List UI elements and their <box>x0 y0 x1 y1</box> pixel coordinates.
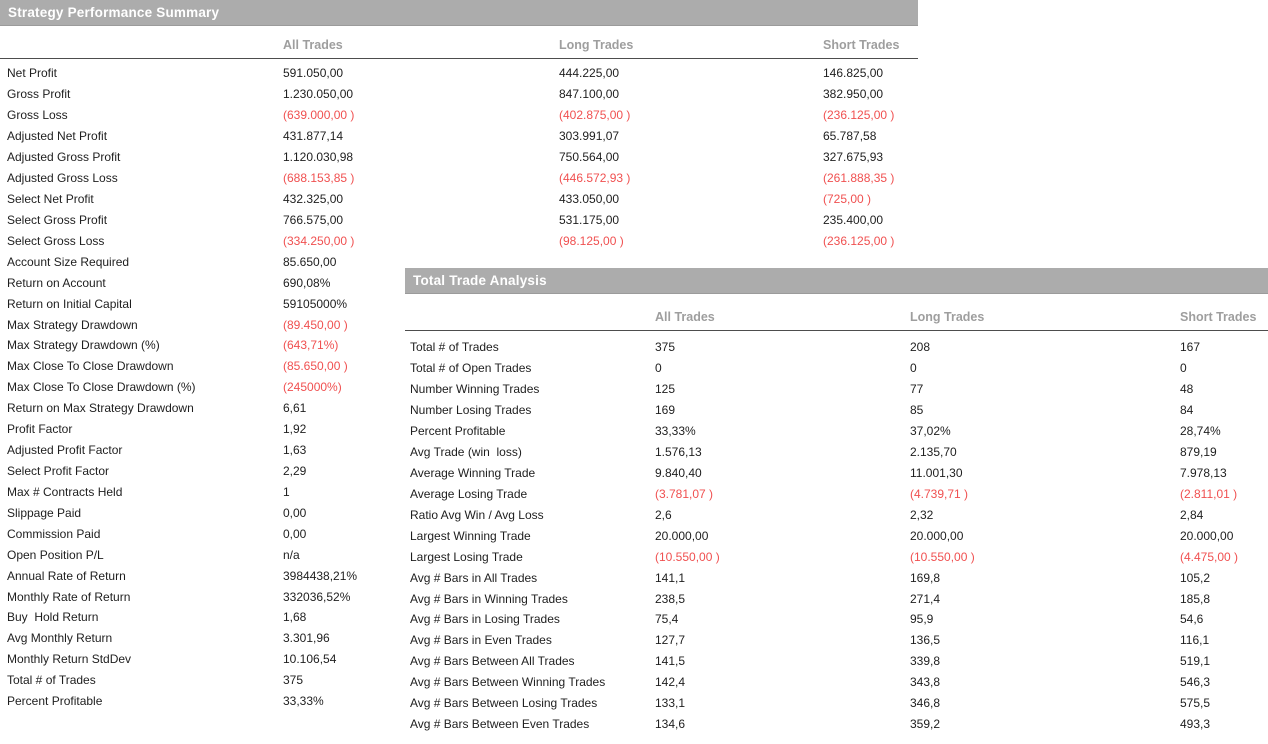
cell-short-trades: 2,84 <box>1180 507 1204 522</box>
cell-short-trades: 7.978,13 <box>1180 465 1227 480</box>
row-label: Profit Factor <box>7 422 73 437</box>
row-label: Select Gross Profit <box>7 212 108 227</box>
cell-long-trades: (446.572,93 ) <box>559 171 631 186</box>
cell-all-trades: 33,33% <box>655 424 696 439</box>
row-label: Return on Account <box>7 275 106 290</box>
table-row <box>405 630 1268 651</box>
cell-short-trades: 0 <box>1180 361 1187 376</box>
table-row <box>405 588 1268 609</box>
cell-short-trades: (2.811,01 ) <box>1180 486 1238 501</box>
row-label: Number Losing Trades <box>410 403 532 418</box>
table-row <box>405 358 1268 379</box>
cell-short-trades: 493,3 <box>1180 717 1211 732</box>
row-label: Adjusted Gross Profit <box>7 150 121 165</box>
row-label: Net Profit <box>7 66 58 81</box>
cell-short-trades: 519,1 <box>1180 654 1211 669</box>
row-label: Select Profit Factor <box>7 463 110 478</box>
cell-short-trades: 84 <box>1180 403 1194 418</box>
row-label: Max Close To Close Drawdown (%) <box>7 380 196 395</box>
cell-long-trades: (402.875,00 ) <box>559 108 631 123</box>
cell-all-trades: 3984438,21% <box>283 568 358 583</box>
table-row <box>405 693 1268 714</box>
cell-all-trades: 142,4 <box>655 675 686 690</box>
cell-all-trades: 9.840,40 <box>655 465 702 480</box>
column-header-all-trades: All Trades <box>283 38 343 52</box>
row-label: Avg # Bars in All Trades <box>410 570 538 585</box>
cell-long-trades: 531.175,00 <box>559 212 620 227</box>
cell-long-trades: 85 <box>910 403 924 418</box>
row-label: Average Winning Trade <box>410 465 536 480</box>
column-header-short-trades: Short Trades <box>1180 310 1257 324</box>
row-label: Gross Loss <box>7 108 68 123</box>
row-label: Avg Monthly Return <box>7 631 113 646</box>
cell-all-trades: 75,4 <box>655 612 679 627</box>
cell-short-trades: 54,6 <box>1180 612 1204 627</box>
section-header-bar <box>0 0 918 26</box>
cell-long-trades: 95,9 <box>910 612 934 627</box>
row-label: Monthly Return StdDev <box>7 652 132 667</box>
cell-short-trades: (236.125,00 ) <box>823 233 895 248</box>
row-label: Select Gross Loss <box>7 233 105 248</box>
cell-all-trades: 59105000% <box>283 296 348 311</box>
row-label: Avg # Bars in Even Trades <box>410 633 552 648</box>
cell-all-trades: 141,1 <box>655 570 686 585</box>
row-label: Adjusted Gross Loss <box>7 171 118 186</box>
table-row <box>0 189 918 210</box>
cell-all-trades: 766.575,00 <box>283 212 344 227</box>
cell-all-trades: 125 <box>655 382 676 397</box>
cell-long-trades: 303.991,07 <box>559 129 620 144</box>
row-label: Slippage Paid <box>7 505 82 520</box>
row-label: Largest Winning Trade <box>410 528 531 543</box>
cell-long-trades: 359,2 <box>910 717 941 732</box>
row-label: Avg # Bars Between Even Trades <box>410 717 590 732</box>
row-label: Avg # Bars Between Winning Trades <box>410 675 606 690</box>
cell-short-trades: 167 <box>1180 340 1201 355</box>
row-label: Total # of Trades <box>7 673 96 688</box>
cell-short-trades: 546,3 <box>1180 675 1211 690</box>
cell-all-trades: 141,5 <box>655 654 686 669</box>
table-row <box>0 230 918 251</box>
row-label: Adjusted Profit Factor <box>7 443 123 458</box>
column-header-row <box>0 26 918 58</box>
cell-short-trades: 65.787,58 <box>823 129 877 144</box>
cell-all-trades: 20.000,00 <box>655 528 709 543</box>
cell-all-trades: 1 <box>283 484 290 499</box>
cell-all-trades: (3.781,07 ) <box>655 486 714 501</box>
row-label: Max Strategy Drawdown (%) <box>7 338 160 353</box>
cell-short-trades: 327.675,93 <box>823 150 884 165</box>
row-label: Return on Max Strategy Drawdown <box>7 401 194 416</box>
row-label: Annual Rate of Return <box>7 568 126 583</box>
cell-short-trades: 382.950,00 <box>823 87 884 102</box>
total-trade-analysis-section <box>405 268 1268 735</box>
row-label: Total # of Trades <box>410 340 499 355</box>
cell-all-trades: 432.325,00 <box>283 191 344 206</box>
cell-short-trades: (725,00 ) <box>823 191 872 206</box>
cell-all-trades: 238,5 <box>655 591 686 606</box>
section-header-bar <box>405 268 1268 294</box>
row-label: Monthly Rate of Return <box>7 589 131 604</box>
table-row <box>405 483 1268 504</box>
cell-long-trades: (10.550,00 ) <box>910 549 975 564</box>
row-label: Avg # Bars Between All Trades <box>410 654 575 669</box>
cell-short-trades: 20.000,00 <box>1180 528 1234 543</box>
table-row <box>0 168 918 189</box>
cell-long-trades: 750.564,00 <box>559 150 620 165</box>
cell-all-trades: 33,33% <box>283 694 324 709</box>
table-row <box>405 609 1268 630</box>
section-title: Total Trade Analysis <box>413 273 547 288</box>
cell-all-trades: (688.153,85 ) <box>283 171 355 186</box>
cell-short-trades: 105,2 <box>1180 570 1211 585</box>
cell-long-trades: 208 <box>910 340 931 355</box>
cell-all-trades: n/a <box>283 547 300 562</box>
table-row <box>0 84 918 105</box>
table-row <box>0 147 918 168</box>
column-header-long-trades: Long Trades <box>559 38 634 52</box>
row-label: Adjusted Net Profit <box>7 129 108 144</box>
cell-short-trades: (261.888,35 ) <box>823 171 895 186</box>
column-header-all-trades: All Trades <box>655 310 715 324</box>
column-header-long-trades: Long Trades <box>910 310 985 324</box>
cell-short-trades: (236.125,00 ) <box>823 108 895 123</box>
cell-all-trades: (89.450,00 ) <box>283 317 348 332</box>
table-row <box>405 651 1268 672</box>
cell-long-trades: 847.100,00 <box>559 87 620 102</box>
table-row <box>405 463 1268 484</box>
cell-short-trades: 879,19 <box>1180 445 1217 460</box>
table-row <box>405 421 1268 442</box>
cell-all-trades: (10.550,00 ) <box>655 549 720 564</box>
cell-all-trades: 591.050,00 <box>283 66 344 81</box>
cell-all-trades: 2,6 <box>655 507 672 522</box>
cell-long-trades: 271,4 <box>910 591 941 606</box>
row-label: Account Size Required <box>7 254 130 269</box>
cell-all-trades: (643,71%) <box>283 338 339 353</box>
cell-long-trades: 77 <box>910 382 924 397</box>
row-label: Open Position P/L <box>7 547 104 562</box>
cell-short-trades: (4.475,00 ) <box>1180 549 1239 564</box>
cell-all-trades: 1,63 <box>283 443 307 458</box>
cell-short-trades: 48 <box>1180 382 1194 397</box>
row-label: Select Net Profit <box>7 191 94 206</box>
cell-long-trades: 444.225,00 <box>559 66 620 81</box>
cell-all-trades: 375 <box>283 673 304 688</box>
cell-all-trades: 1.576,13 <box>655 445 702 460</box>
cell-all-trades: 3.301,96 <box>283 631 330 646</box>
row-label: Commission Paid <box>7 526 101 541</box>
cell-all-trades: 127,7 <box>655 633 686 648</box>
cell-all-trades: 1.120.030,98 <box>283 150 354 165</box>
table-row <box>405 504 1268 525</box>
cell-short-trades: 28,74% <box>1180 424 1221 439</box>
table-row <box>0 105 918 126</box>
cell-all-trades: 0 <box>655 361 662 376</box>
row-label: Return on Initial Capital <box>7 296 132 311</box>
row-label: Number Winning Trades <box>410 382 540 397</box>
row-label: Buy Hold Return <box>7 610 99 625</box>
table-row <box>405 546 1268 567</box>
table-row <box>405 442 1268 463</box>
cell-all-trades: (639.000,00 ) <box>283 108 355 123</box>
row-label: Avg # Bars in Losing Trades <box>410 612 560 627</box>
cell-long-trades: 2.135,70 <box>910 445 957 460</box>
cell-all-trades: 1.230.050,00 <box>283 87 354 102</box>
table-row <box>405 400 1268 421</box>
cell-all-trades: 0,00 <box>283 505 307 520</box>
table-row <box>0 63 918 84</box>
cell-long-trades: 339,8 <box>910 654 941 669</box>
row-label: Total # of Open Trades <box>410 361 532 376</box>
cell-long-trades: 136,5 <box>910 633 941 648</box>
cell-long-trades: 346,8 <box>910 696 941 711</box>
cell-long-trades: 20.000,00 <box>910 528 964 543</box>
cell-short-trades: 116,1 <box>1180 633 1210 648</box>
table-row <box>0 209 918 230</box>
cell-short-trades: 575,5 <box>1180 696 1211 711</box>
row-label: Percent Profitable <box>7 694 103 709</box>
cell-short-trades: 185,8 <box>1180 591 1211 606</box>
cell-all-trades: 6,61 <box>283 401 307 416</box>
cell-all-trades: 1,92 <box>283 422 307 437</box>
row-label: Avg Trade (win loss) <box>410 445 522 460</box>
table-row <box>0 126 918 147</box>
table-row <box>405 672 1268 693</box>
cell-long-trades: (4.739,71 ) <box>910 486 969 501</box>
cell-all-trades: 10.106,54 <box>283 652 337 667</box>
cell-all-trades: 690,08% <box>283 275 331 290</box>
cell-short-trades: 235.400,00 <box>823 212 884 227</box>
table-row <box>405 567 1268 588</box>
row-label: Gross Profit <box>7 87 71 102</box>
cell-long-trades: 0 <box>910 361 917 376</box>
cell-short-trades: 146.825,00 <box>823 66 884 81</box>
row-label: Avg # Bars Between Losing Trades <box>410 696 598 711</box>
cell-all-trades: 85.650,00 <box>283 254 337 269</box>
table-rows <box>405 331 1268 735</box>
row-label: Max Close To Close Drawdown <box>7 359 174 374</box>
cell-all-trades: 2,29 <box>283 463 307 478</box>
row-label: Avg # Bars in Winning Trades <box>410 591 568 606</box>
cell-all-trades: 133,1 <box>655 696 686 711</box>
row-label: Percent Profitable <box>410 424 506 439</box>
cell-all-trades: 1,68 <box>283 610 307 625</box>
table-row <box>405 379 1268 400</box>
cell-long-trades: 37,02% <box>910 424 951 439</box>
row-label: Largest Losing Trade <box>410 549 523 564</box>
cell-long-trades: 343,8 <box>910 675 941 690</box>
row-label: Max # Contracts Held <box>7 484 123 499</box>
section-title: Strategy Performance Summary <box>8 5 220 20</box>
cell-long-trades: 433.050,00 <box>559 191 620 206</box>
row-label: Max Strategy Drawdown <box>7 317 138 332</box>
cell-all-trades: 332036,52% <box>283 589 351 604</box>
cell-all-trades: (334.250,00 ) <box>283 233 355 248</box>
cell-long-trades: 169,8 <box>910 570 941 585</box>
cell-all-trades: 431.877,14 <box>283 129 344 144</box>
cell-all-trades: 169 <box>655 403 676 418</box>
cell-all-trades: 0,00 <box>283 526 307 541</box>
row-label: Average Losing Trade <box>410 486 528 501</box>
column-header-short-trades: Short Trades <box>823 38 900 52</box>
table-row <box>405 525 1268 546</box>
cell-long-trades: 2,32 <box>910 507 934 522</box>
column-header-row <box>405 294 1268 330</box>
cell-long-trades: (98.125,00 ) <box>559 233 624 248</box>
cell-all-trades: 134,6 <box>655 717 686 732</box>
cell-all-trades: (245000%) <box>283 380 342 395</box>
table-row <box>405 337 1268 358</box>
table-row <box>405 714 1268 735</box>
row-label: Ratio Avg Win / Avg Loss <box>410 507 544 522</box>
cell-all-trades: (85.650,00 ) <box>283 359 348 374</box>
cell-long-trades: 11.001,30 <box>910 465 963 480</box>
cell-all-trades: 375 <box>655 340 676 355</box>
